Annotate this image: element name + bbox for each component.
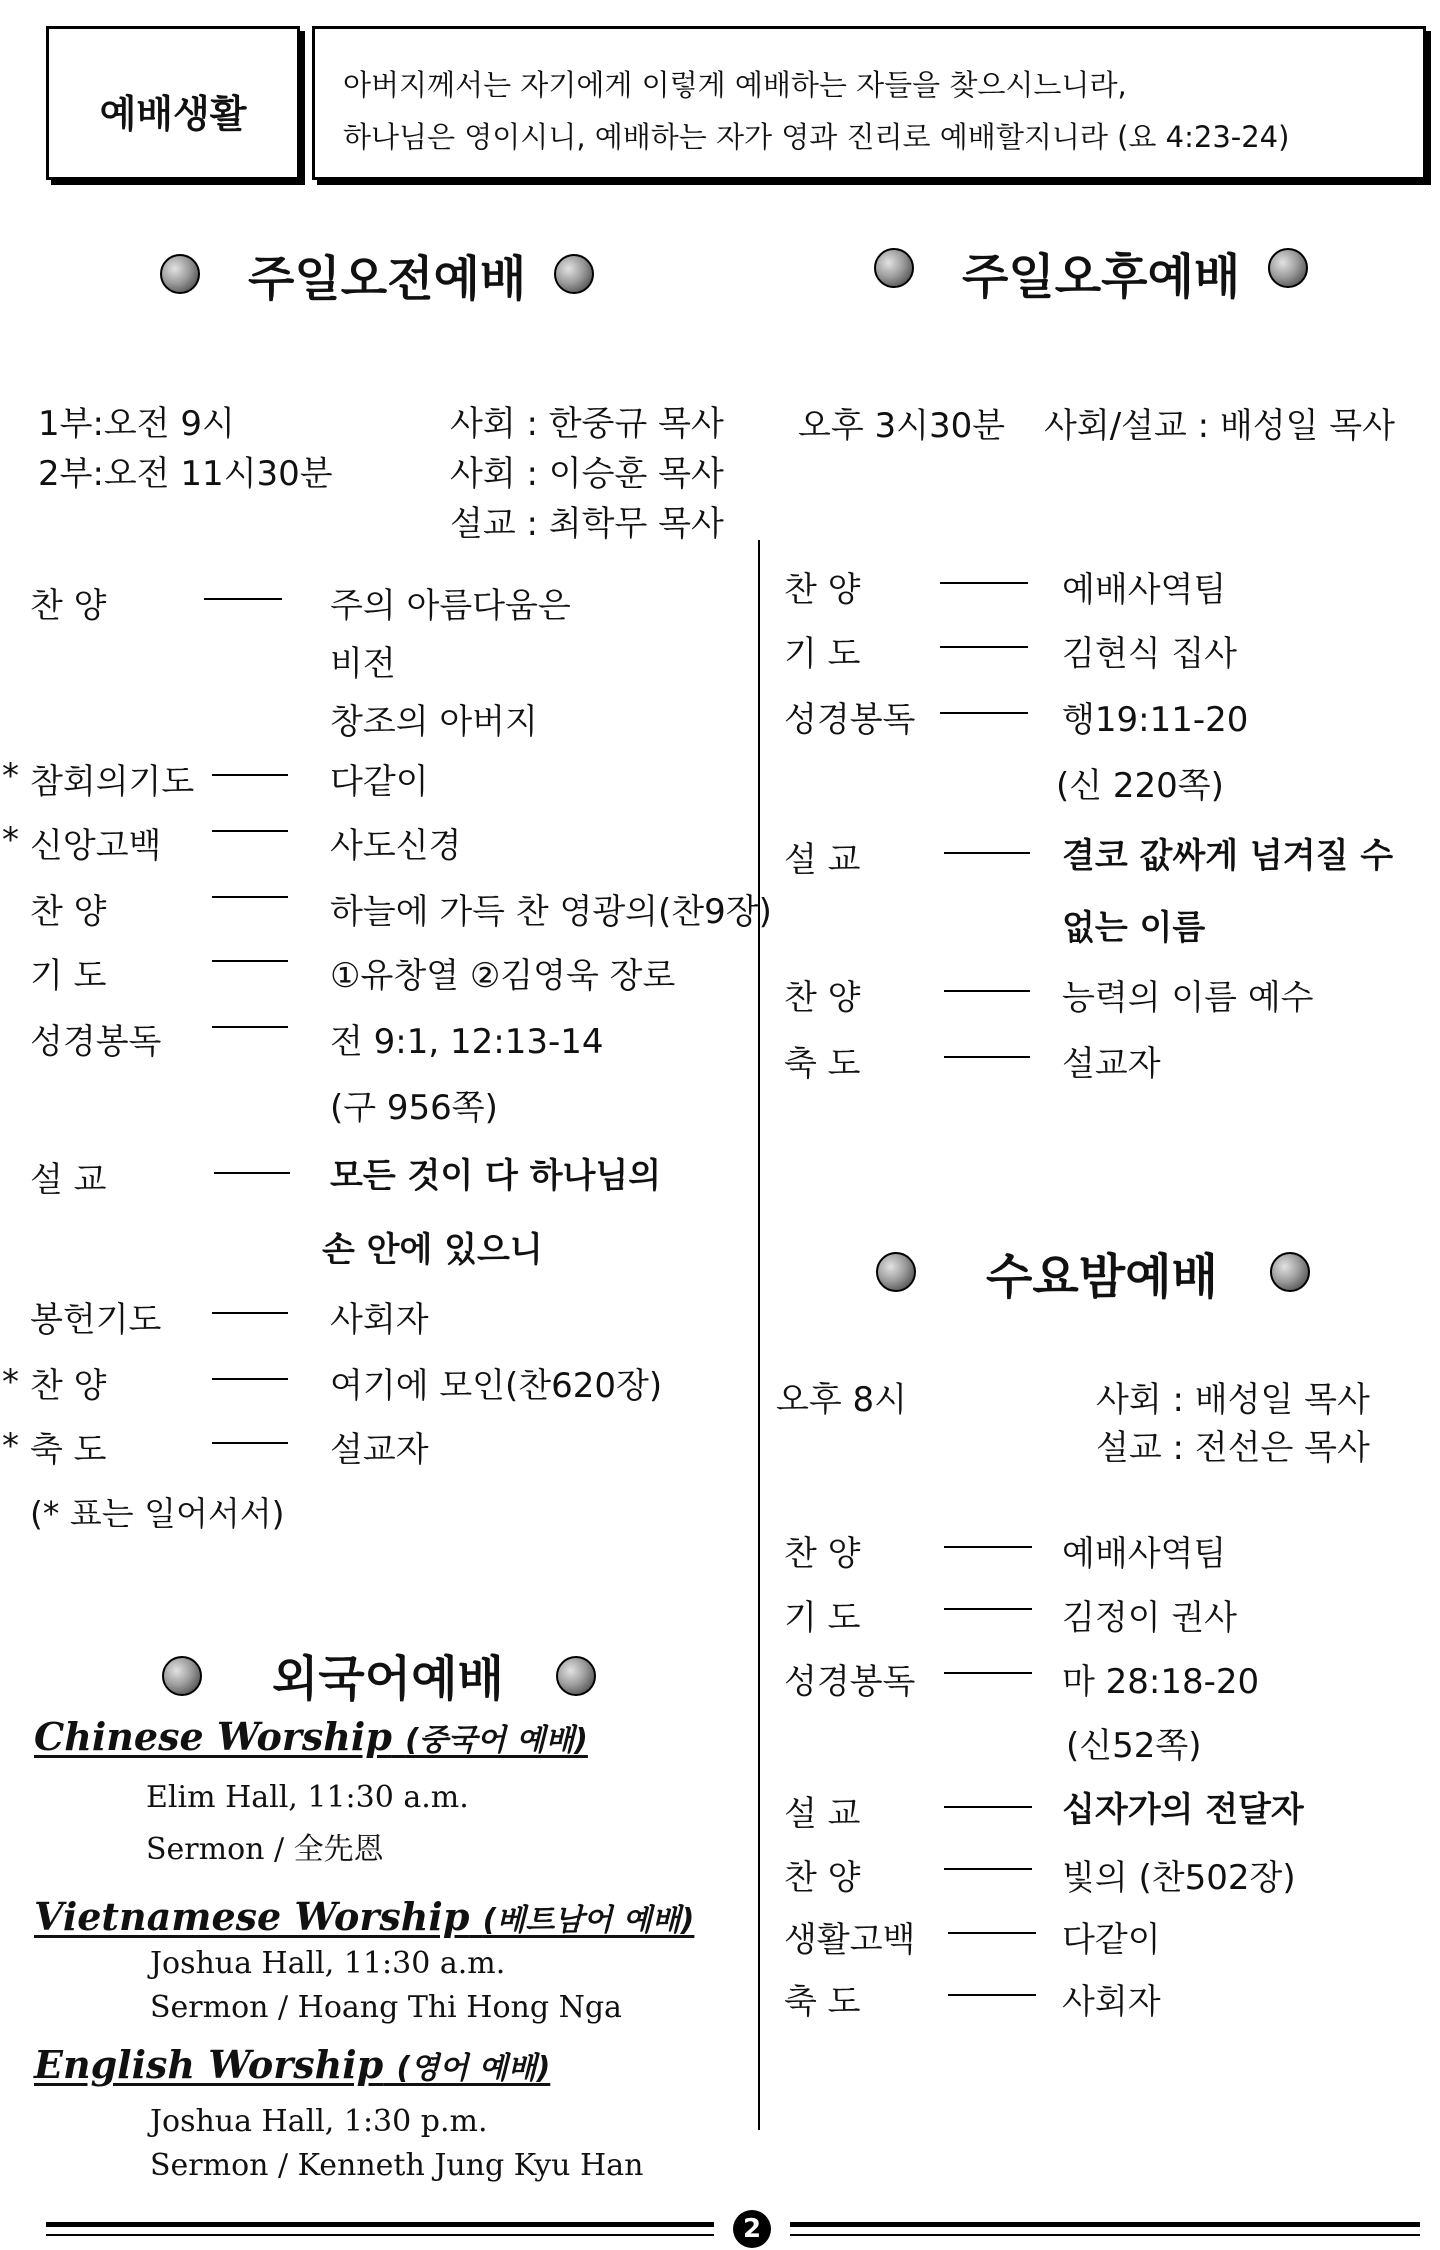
morning-time-2: 2부:오전 11시30분 (38, 454, 333, 494)
wednesday-title: 수요밤예배 (986, 1249, 1218, 1305)
bullet-ball-icon (554, 254, 594, 294)
chinese-worship-place: Elim Hall, 11:30 a.m. (146, 1780, 469, 1815)
order-dash (212, 830, 288, 832)
sermon-title: 결코 값싸게 넘겨질 수 (1062, 836, 1394, 876)
column-divider (758, 540, 760, 2130)
bullet-ball-icon (1270, 1252, 1310, 1292)
order-dash (212, 1378, 288, 1380)
order-value: (구 956쪽) (330, 1088, 498, 1128)
bullet-ball-icon (160, 254, 200, 294)
order-dash (944, 1672, 1032, 1674)
order-dash (204, 598, 282, 600)
english-worship-name: English Worship (34, 2042, 384, 2087)
order-dash (944, 1546, 1032, 1548)
order-value: ①유창열 ②김영욱 장로 (330, 956, 676, 996)
chinese-worship-heading (34, 1714, 588, 1759)
order-value: 예배사역팀 (1062, 1534, 1227, 1574)
standing-mark: * (2, 820, 19, 860)
order-dash (948, 1994, 1036, 1996)
chinese-worship-name: Chinese Worship (34, 1714, 392, 1759)
order-dash (940, 646, 1028, 648)
order-value: (신 220쪽) (1056, 766, 1224, 806)
order-label: 성경봉독 (30, 1022, 162, 1062)
order-label: 신앙고백 (30, 826, 162, 866)
footer-rule-right (790, 2222, 1420, 2227)
order-value: 사회자 (330, 1300, 429, 1340)
bullet-ball-icon (874, 248, 914, 288)
bullet-ball-icon (876, 1252, 916, 1292)
order-dash (944, 1056, 1030, 1058)
standing-note: (* 표는 일어서서) (30, 1494, 285, 1533)
order-dash (212, 1442, 288, 1444)
order-label: 찬 양 (784, 1534, 861, 1574)
standing-mark: * (2, 1426, 19, 1466)
order-value: 비전 (330, 644, 396, 684)
order-dash (944, 1608, 1032, 1610)
order-label: 찬 양 (784, 1858, 861, 1898)
order-value: 빛의 (찬502장) (1062, 1858, 1296, 1898)
sunday-morning-title: 주일오전예배 (248, 251, 527, 307)
order-label: 축 도 (30, 1430, 107, 1470)
order-label: 설 교 (30, 1160, 107, 1200)
order-value: 마 28:18-20 (1062, 1662, 1260, 1702)
page-number: 2 (733, 2210, 771, 2248)
order-dash (948, 1932, 1036, 1934)
english-worship-sermon: Sermon / Kenneth Jung Kyu Han (150, 2148, 644, 2183)
footer-rule-left (46, 2234, 714, 2236)
order-value: 설교자 (1062, 1044, 1161, 1084)
order-label: 기 도 (30, 956, 107, 996)
verse-line-1: 아버지께서는 자기에게 이렇게 예배하는 자들을 찾으시느니라, (343, 68, 1127, 102)
english-worship-place: Joshua Hall, 1:30 p.m. (150, 2104, 488, 2139)
vietnamese-worship-name: Vietnamese Worship (34, 1894, 470, 1939)
sermon-title: 없는 이름 (1062, 908, 1206, 948)
sermon-title: 모든 것이 다 하나님의 (330, 1156, 662, 1196)
order-label: 기 도 (784, 634, 861, 674)
order-dash (212, 774, 288, 776)
order-value: 여기에 모인(찬620장) (330, 1366, 663, 1406)
order-value: 창조의 아버지 (330, 702, 538, 742)
order-value: 김정이 권사 (1062, 1598, 1238, 1638)
chinese-worship-sermon: Sermon / 全先恩 (146, 1832, 384, 1867)
wednesday-preacher: 설교 : 전선은 목사 (1096, 1428, 1370, 1468)
order-label: 성경봉독 (784, 700, 916, 740)
afternoon-leader: 사회/설교 : 배성일 목사 (1044, 406, 1395, 446)
order-label: 축 도 (784, 1982, 861, 2022)
order-value: 다같이 (1062, 1920, 1161, 1960)
order-dash (940, 582, 1028, 584)
order-label: 참회의기도 (30, 762, 195, 802)
sunday-afternoon-title: 주일오후예배 (962, 249, 1241, 305)
order-label: 설 교 (784, 1794, 861, 1834)
order-value: 예배사역팀 (1062, 570, 1227, 610)
afternoon-time: 오후 3시30분 (798, 406, 1006, 446)
order-label: 찬 양 (30, 586, 107, 626)
order-label: 찬 양 (30, 1366, 107, 1406)
footer-rule-left (46, 2222, 714, 2227)
morning-leader-1: 사회 : 한중규 목사 (450, 404, 724, 444)
order-label: 설 교 (784, 840, 861, 880)
chinese-worship-sub: (중국어 예배) (405, 1723, 588, 1758)
order-dash (944, 1806, 1032, 1808)
english-worship-sub: (영어 예배) (396, 2051, 551, 2086)
order-label: 기 도 (784, 1598, 861, 1638)
morning-preacher: 설교 : 최학무 목사 (450, 504, 724, 544)
foreign-title: 외국어예배 (272, 1651, 504, 1707)
order-value: 행19:11-20 (1062, 700, 1249, 740)
order-dash (944, 852, 1030, 854)
bullet-ball-icon (1268, 248, 1308, 288)
order-dash (944, 990, 1030, 992)
bullet-ball-icon (162, 1656, 202, 1696)
wednesday-time: 오후 8시 (776, 1380, 907, 1420)
vietnamese-worship-heading (34, 1894, 694, 1939)
morning-time-1: 1부:오전 9시 (38, 404, 235, 444)
order-value: 전 9:1, 12:13-14 (330, 1022, 604, 1062)
section-label-box (46, 26, 300, 180)
order-label: 찬 양 (784, 570, 861, 610)
order-dash (940, 712, 1028, 714)
order-value: 다같이 (330, 762, 429, 802)
order-dash (212, 1026, 288, 1028)
verse-box (312, 26, 1426, 180)
order-value: 하늘에 가득 찬 영광의(찬9장) (330, 892, 772, 932)
sermon-title: 손 안에 있으니 (322, 1230, 543, 1270)
order-label: 생활고백 (784, 1920, 916, 1960)
footer-rule-right (790, 2234, 1420, 2236)
order-label: 성경봉독 (784, 1662, 916, 1702)
order-dash (212, 896, 288, 898)
sermon-title: 십자가의 전달자 (1062, 1790, 1304, 1830)
verse-line-2: 하나님은 영이시니, 예배하는 자가 영과 진리로 예배할지니라 (요 4:23-24) (343, 120, 1290, 154)
order-dash (214, 1172, 290, 1174)
order-dash (944, 1868, 1032, 1870)
wednesday-leader: 사회 : 배성일 목사 (1096, 1380, 1370, 1420)
order-dash (212, 1312, 288, 1314)
morning-leader-2: 사회 : 이승훈 목사 (450, 454, 724, 494)
english-worship-heading (34, 2042, 550, 2087)
order-label: 축 도 (784, 1044, 861, 1084)
vietnamese-worship-sub: (베트남어 예배) (482, 1903, 695, 1938)
order-value: 사회자 (1062, 1982, 1161, 2022)
order-value: 주의 아름다움은 (330, 586, 571, 626)
standing-mark: * (2, 1362, 19, 1402)
order-value: (신52쪽) (1066, 1726, 1202, 1766)
order-label: 찬 양 (784, 978, 861, 1018)
order-value: 사도신경 (330, 826, 462, 866)
order-dash (212, 960, 288, 962)
standing-mark: * (2, 756, 19, 796)
section-label: 예배생활 (99, 92, 247, 136)
order-value: 능력의 이름 예수 (1062, 978, 1314, 1018)
vietnamese-worship-place: Joshua Hall, 11:30 a.m. (150, 1946, 506, 1981)
order-value: 설교자 (330, 1430, 429, 1470)
order-value: 김현식 집사 (1062, 634, 1238, 674)
order-label: 찬 양 (30, 892, 107, 932)
vietnamese-worship-sermon: Sermon / Hoang Thi Hong Nga (150, 1990, 622, 2025)
bullet-ball-icon (556, 1656, 596, 1696)
order-label: 봉헌기도 (30, 1300, 162, 1340)
